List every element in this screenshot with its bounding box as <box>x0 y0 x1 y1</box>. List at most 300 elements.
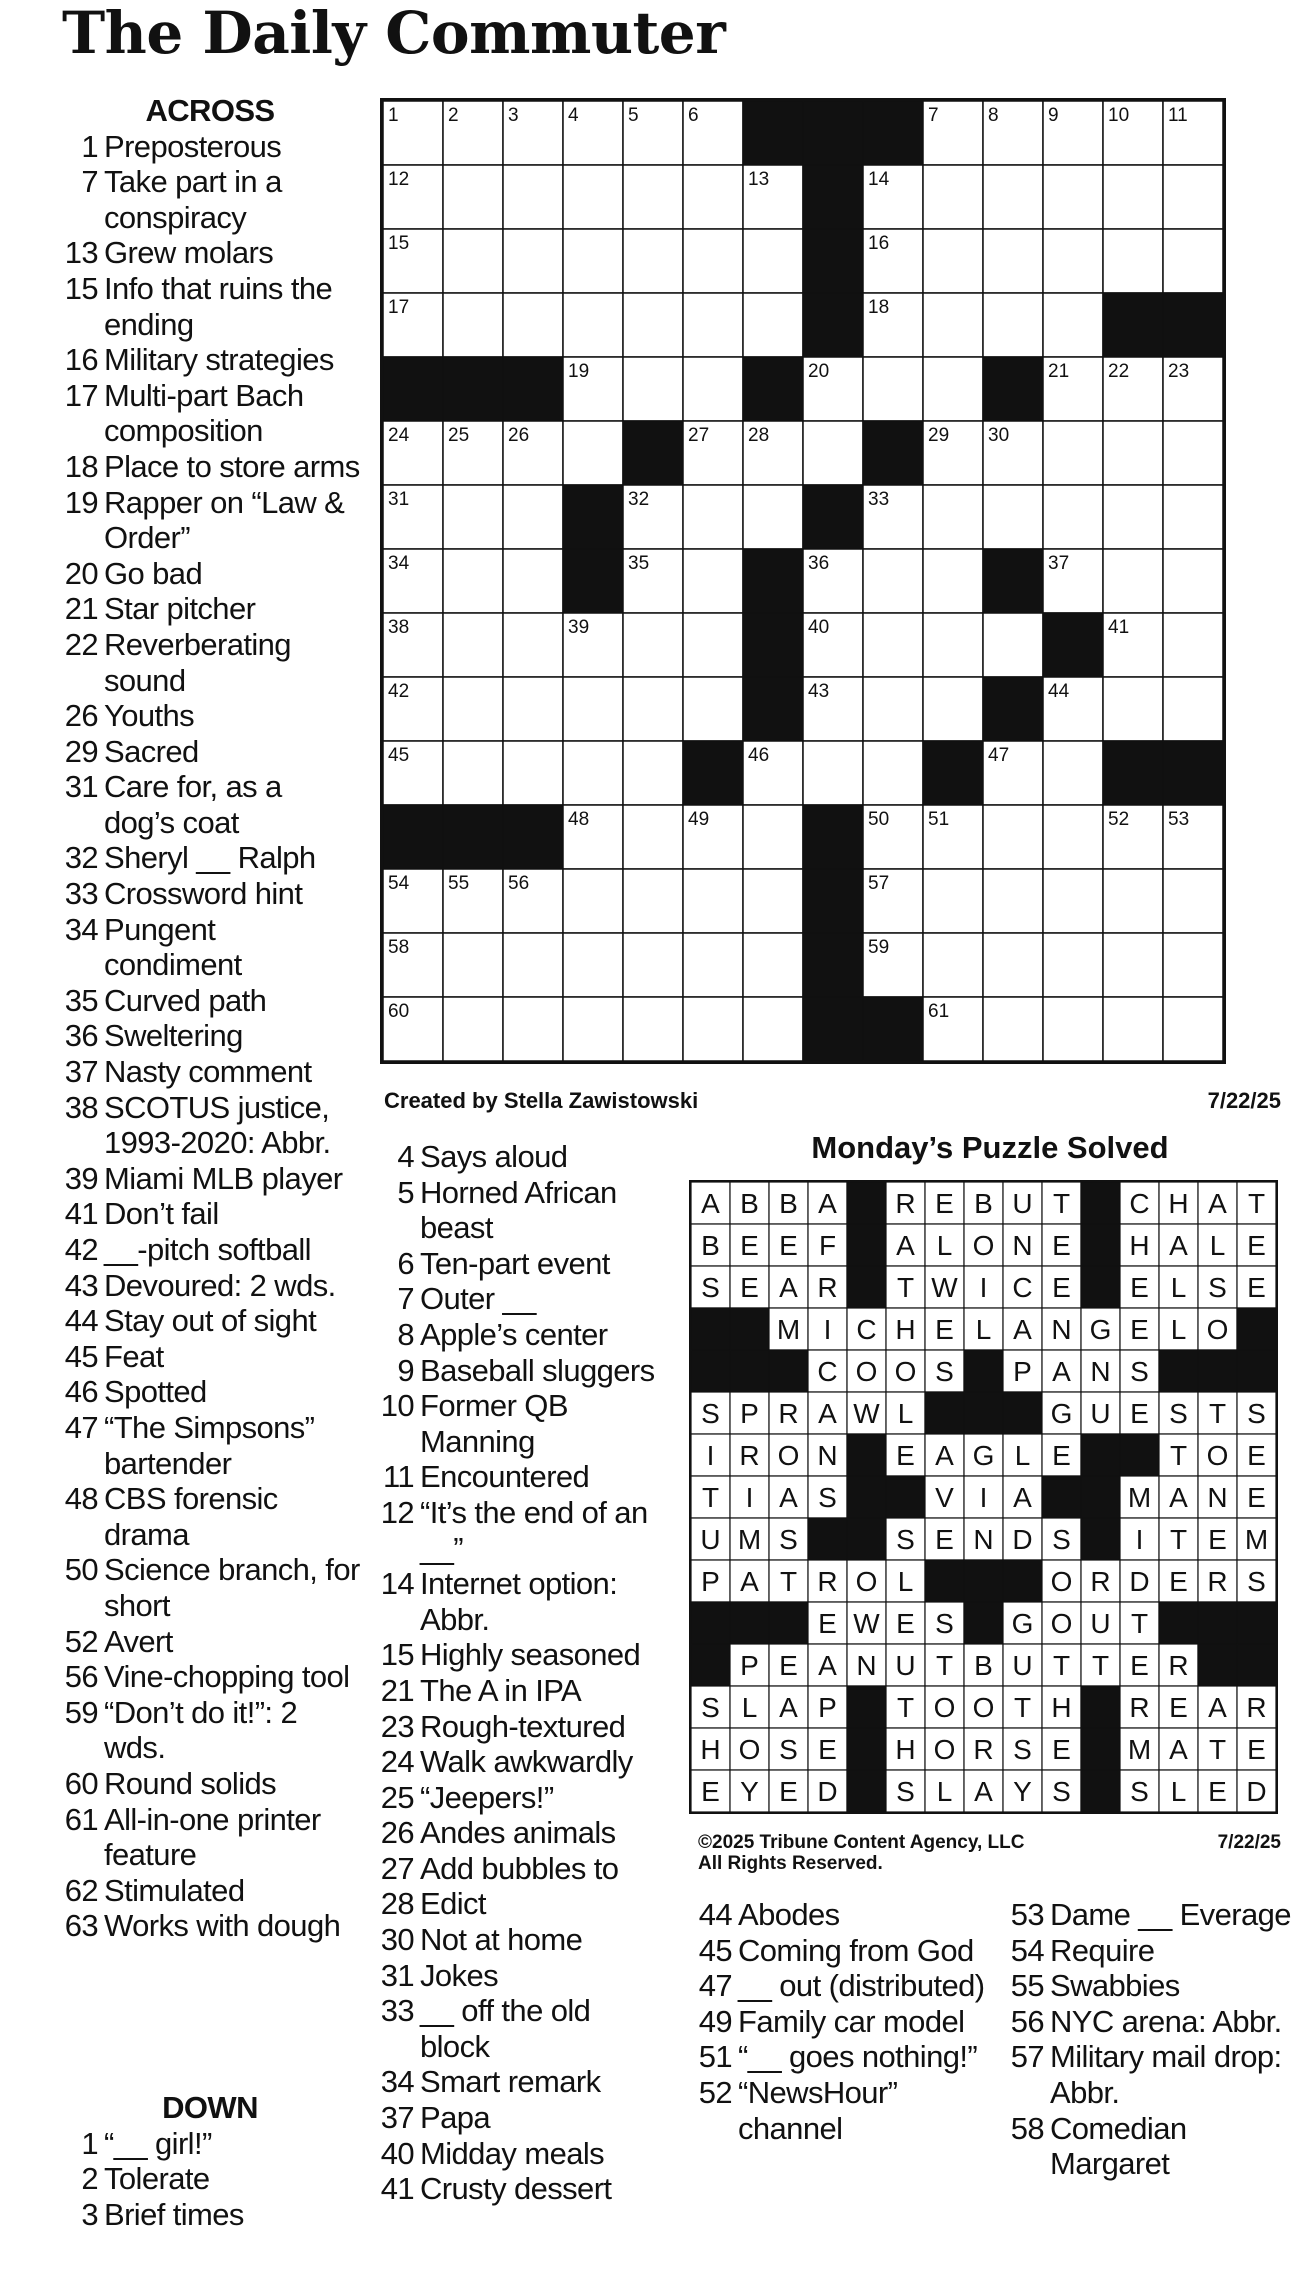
grid-cell[interactable] <box>623 293 683 357</box>
grid-cell[interactable] <box>503 741 563 805</box>
solution-black-square <box>1237 1644 1276 1686</box>
grid-cell[interactable] <box>623 933 683 997</box>
solution-black-square <box>1081 1224 1120 1266</box>
grid-cell[interactable] <box>683 677 743 741</box>
solution-black-square <box>691 1602 730 1644</box>
grid-cell[interactable] <box>623 613 683 677</box>
grid-cell[interactable] <box>743 229 803 293</box>
solution-black-square <box>1198 1602 1237 1644</box>
grid-cell[interactable] <box>443 741 503 805</box>
clue-item <box>60 698 360 734</box>
grid-cell[interactable] <box>1163 677 1223 741</box>
grid-cell[interactable] <box>563 869 623 933</box>
clue-text: “__ girl!” <box>104 2125 212 2161</box>
cell-number: 10 <box>1108 105 1130 126</box>
solution-letter: P <box>818 1692 837 1723</box>
clue-number: 11 <box>383 1459 414 1495</box>
clue-text: Crossword hint <box>104 876 303 912</box>
solution-letter: P <box>740 1650 759 1681</box>
clue-number: 4 <box>397 1139 414 1174</box>
black-square <box>623 421 683 485</box>
grid-cell[interactable] <box>983 229 1043 293</box>
grid-cell[interactable] <box>863 613 923 677</box>
solution-letter: G <box>1011 1608 1034 1639</box>
clue-item <box>370 1139 660 1175</box>
grid-cell[interactable] <box>503 933 563 997</box>
grid-cell[interactable] <box>1163 549 1223 613</box>
solution-letter: T <box>1052 1188 1071 1219</box>
clue-item <box>370 2064 660 2100</box>
clue-text: Works with dough <box>104 1908 341 1944</box>
cell-number: 29 <box>928 425 950 446</box>
black-square <box>923 741 983 805</box>
clue-item <box>688 1968 988 2004</box>
solution-letter: E <box>1247 1272 1266 1303</box>
clue-text: Abodes <box>738 1897 840 1932</box>
grid-cell[interactable] <box>683 869 743 933</box>
solution-letter: E <box>740 1230 759 1261</box>
grid-cell[interactable] <box>1103 229 1163 293</box>
clue-number: 1 <box>81 128 98 164</box>
clue-item <box>688 2075 988 2146</box>
grid-cell[interactable] <box>683 357 743 421</box>
clue-number: 13 <box>64 235 98 271</box>
cell-number: 49 <box>688 809 710 830</box>
solution-letter: O <box>972 1692 995 1723</box>
clue-text: SCOTUS justice, 1993-2020: Abbr. <box>104 1089 331 1161</box>
solution-black-square <box>730 1350 769 1392</box>
black-square <box>1163 293 1223 357</box>
clue-number: 45 <box>64 1338 98 1374</box>
grid-cell[interactable] <box>443 549 503 613</box>
grid-cell[interactable] <box>1043 997 1103 1061</box>
solution-letter: E <box>1247 1440 1266 1471</box>
solution-letter: T <box>701 1482 720 1513</box>
solution-letter: M <box>1244 1524 1269 1555</box>
solution-letter: E <box>818 1734 837 1765</box>
clue-item <box>60 342 360 378</box>
grid-cell[interactable] <box>683 485 743 549</box>
solution-letter: N <box>1090 1356 1111 1387</box>
solution-letter: N <box>1207 1482 1228 1513</box>
solution-letter: C <box>856 1314 877 1345</box>
clue-text: Sheryl __ Ralph <box>104 840 316 876</box>
grid-cell[interactable] <box>1163 869 1223 933</box>
clue-item <box>370 1317 660 1353</box>
grid-cell[interactable] <box>1043 421 1103 485</box>
clue-number: 31 <box>64 769 98 805</box>
solution-black-square <box>1042 1476 1081 1518</box>
solution-letter: E <box>896 1608 915 1639</box>
clue-item <box>60 1054 360 1090</box>
clue-number: 3 <box>81 2196 98 2232</box>
grid-cell[interactable] <box>983 933 1043 997</box>
clue-text: __ out (distributed) <box>738 1968 985 2004</box>
cell-number: 4 <box>568 105 579 126</box>
grid-cell[interactable] <box>623 869 683 933</box>
grid-cell[interactable] <box>563 165 623 229</box>
solution-black-square <box>1198 1350 1237 1392</box>
clue-number: 55 <box>1010 1968 1044 2004</box>
grid-cell[interactable] <box>983 997 1043 1061</box>
grid-cell[interactable] <box>1103 677 1163 741</box>
clue-item <box>60 449 360 485</box>
solution-letter: R <box>1129 1692 1150 1723</box>
grid-cell[interactable] <box>803 421 863 485</box>
cell-number: 16 <box>868 233 890 254</box>
solution-letter: O <box>933 1692 956 1723</box>
solution-letter: P <box>740 1398 759 1429</box>
clue-number: 37 <box>380 2100 414 2136</box>
clue-item <box>370 1246 660 1282</box>
black-square <box>743 357 803 421</box>
clue-number: 40 <box>380 2135 414 2171</box>
clue-text: Apple’s center <box>420 1316 608 1352</box>
cell-number: 27 <box>688 425 710 446</box>
grid-cell[interactable] <box>1043 869 1103 933</box>
grid-cell[interactable] <box>923 293 983 357</box>
grid-cell[interactable] <box>743 293 803 357</box>
solution-letter: T <box>779 1566 798 1597</box>
clue-item <box>370 1281 660 1317</box>
grid-cell[interactable] <box>503 229 563 293</box>
clue-item <box>60 556 360 592</box>
grid-cell[interactable] <box>1043 293 1103 357</box>
clue-item <box>370 2171 660 2207</box>
solution-letter: E <box>701 1776 720 1807</box>
grid-cell[interactable] <box>683 613 743 677</box>
clue-item <box>60 2161 360 2197</box>
grid-cell[interactable] <box>563 421 623 485</box>
grid-cell[interactable] <box>743 997 803 1061</box>
black-square <box>1103 741 1163 805</box>
cell-number: 23 <box>1168 361 1190 382</box>
clue-item <box>370 1673 660 1709</box>
grid-cell[interactable] <box>863 741 923 805</box>
solution-letter: S <box>935 1608 954 1639</box>
grid-cell[interactable] <box>1043 741 1103 805</box>
solution-black-square <box>769 1602 808 1644</box>
grid-cell[interactable] <box>1103 549 1163 613</box>
solution-letter: L <box>936 1776 953 1807</box>
solution-letter: G <box>1050 1398 1073 1429</box>
solution-letter: S <box>701 1398 720 1429</box>
clue-item <box>370 1459 660 1495</box>
grid-cell[interactable] <box>503 165 563 229</box>
solution-black-square <box>1081 1266 1120 1308</box>
grid-cell[interactable] <box>563 229 623 293</box>
clue-number: 44 <box>698 1897 732 1932</box>
clue-number: 49 <box>698 2003 732 2039</box>
solution-letter: E <box>1130 1398 1149 1429</box>
clue-text: The A in IPA <box>420 1672 582 1708</box>
cell-number: 1 <box>388 105 399 126</box>
solution-letter: T <box>1091 1650 1110 1681</box>
grid-cell[interactable] <box>443 933 503 997</box>
grid-cell[interactable] <box>863 549 923 613</box>
clue-item <box>370 1495 660 1566</box>
clue-number: 54 <box>1010 1932 1044 1968</box>
clue-text: Feat <box>104 1338 164 1374</box>
solution-letter: L <box>1170 1776 1187 1807</box>
cell-number: 15 <box>388 233 410 254</box>
solution-letter: S <box>1130 1356 1149 1387</box>
grid-cell[interactable] <box>1043 165 1103 229</box>
clue-text: Stay out of sight <box>104 1303 317 1339</box>
solution-black-square <box>808 1518 847 1560</box>
solution-black-square <box>1081 1182 1120 1224</box>
clue-number: 29 <box>64 733 98 769</box>
grid-cell[interactable] <box>863 677 923 741</box>
clue-text: Miami MLB player <box>104 1160 343 1196</box>
cell-number: 2 <box>448 105 459 126</box>
grid-cell[interactable] <box>1163 165 1223 229</box>
grid-cell[interactable] <box>1043 229 1103 293</box>
grid-cell[interactable] <box>623 997 683 1061</box>
solution-letter: S <box>701 1272 720 1303</box>
black-square <box>563 485 623 549</box>
grid-cell[interactable] <box>623 741 683 805</box>
grid-cell[interactable] <box>623 229 683 293</box>
solution-black-square <box>691 1308 730 1350</box>
clue-item <box>1000 2039 1299 2110</box>
grid-cell[interactable] <box>983 613 1043 677</box>
cell-number: 36 <box>808 553 830 574</box>
grid-cell[interactable] <box>443 229 503 293</box>
clue-text: Info that ruins the ending <box>104 270 333 342</box>
clue-number: 46 <box>64 1374 98 1410</box>
cell-number: 17 <box>388 297 410 318</box>
grid-cell[interactable] <box>1103 997 1163 1061</box>
grid-cell[interactable] <box>503 485 563 549</box>
clue-item <box>370 1353 660 1389</box>
clue-text: Comedian Margaret <box>1050 2110 1187 2182</box>
grid-cell[interactable] <box>743 805 803 869</box>
clue-text: Dame __ Everage <box>1050 1897 1291 1932</box>
grid-cell[interactable] <box>983 293 1043 357</box>
grid-cell[interactable] <box>803 741 863 805</box>
cell-number: 14 <box>868 169 890 190</box>
solution-letter: A <box>935 1440 954 1471</box>
grid-cell[interactable] <box>503 677 563 741</box>
grid-cell[interactable] <box>923 357 983 421</box>
solution-black-square <box>925 1392 964 1434</box>
solution-letter: E <box>1247 1482 1266 1513</box>
solution-letter: M <box>776 1314 801 1345</box>
solution-black-square <box>847 1518 886 1560</box>
grid-cell[interactable] <box>443 677 503 741</box>
grid-cell[interactable] <box>623 805 683 869</box>
solution-letter: S <box>701 1692 720 1723</box>
grid-cell[interactable] <box>1163 997 1223 1061</box>
solution-letter: S <box>779 1524 798 1555</box>
solution-letter: R <box>817 1272 838 1303</box>
grid-cell[interactable] <box>743 485 803 549</box>
solution-letter: B <box>779 1188 798 1219</box>
grid-cell[interactable] <box>1043 933 1103 997</box>
clue-item <box>370 1709 660 1745</box>
grid-cell[interactable] <box>1163 613 1223 677</box>
grid-cell[interactable] <box>923 229 983 293</box>
black-square <box>1163 741 1223 805</box>
grid-cell[interactable] <box>503 549 563 613</box>
grid-cell[interactable] <box>683 165 743 229</box>
grid-cell[interactable] <box>923 869 983 933</box>
grid-cell[interactable] <box>743 869 803 933</box>
black-square <box>803 229 863 293</box>
clue-text: Swabbies <box>1050 1968 1180 2004</box>
clue-item <box>1000 2111 1299 2182</box>
solution-letter: E <box>1247 1230 1266 1261</box>
grid-cell[interactable] <box>983 869 1043 933</box>
solution-letter: H <box>1168 1188 1189 1219</box>
solution-letter: O <box>777 1440 800 1471</box>
black-square <box>383 357 443 421</box>
grid-cell[interactable] <box>1163 485 1223 549</box>
grid-cell[interactable] <box>1163 933 1223 997</box>
clue-text: Star pitcher <box>104 591 256 627</box>
grid-cell[interactable] <box>983 805 1043 869</box>
clue-number: 63 <box>64 1908 98 1944</box>
black-square <box>803 869 863 933</box>
solution-letter: H <box>1051 1692 1072 1723</box>
clue-number: 21 <box>64 591 98 627</box>
grid-cell[interactable] <box>923 613 983 677</box>
grid-cell[interactable] <box>563 997 623 1061</box>
solution-black-square <box>964 1602 1003 1644</box>
clue-text: Round solids <box>104 1765 277 1801</box>
grid-cell[interactable] <box>563 677 623 741</box>
grid-cell[interactable] <box>683 997 743 1061</box>
grid-cell[interactable] <box>683 293 743 357</box>
cell-number: 26 <box>508 425 530 446</box>
grid-cell[interactable] <box>923 549 983 613</box>
clue-number: 5 <box>397 1174 414 1210</box>
clue-item <box>60 164 360 235</box>
solution-letter: G <box>1089 1314 1112 1345</box>
clue-item <box>60 1268 360 1304</box>
grid-cell[interactable] <box>443 485 503 549</box>
grid-cell[interactable] <box>983 485 1043 549</box>
clue-item <box>370 1958 660 1994</box>
clue-number: 24 <box>380 1744 414 1780</box>
solution-letter: L <box>1209 1230 1226 1261</box>
grid-cell[interactable] <box>923 165 983 229</box>
grid-cell[interactable] <box>1103 933 1163 997</box>
clue-number: 37 <box>64 1054 98 1090</box>
grid-cell[interactable] <box>443 165 503 229</box>
grid-cell[interactable] <box>563 293 623 357</box>
clue-text: “Don’t do it!”: 2 wds. <box>104 1694 298 1766</box>
black-square <box>683 741 743 805</box>
grid-cell[interactable] <box>863 357 923 421</box>
grid-cell[interactable] <box>443 997 503 1061</box>
grid-cell[interactable] <box>623 357 683 421</box>
grid-cell[interactable] <box>563 933 623 997</box>
grid-cell[interactable] <box>623 165 683 229</box>
grid-cell[interactable] <box>1163 421 1223 485</box>
grid-cell[interactable] <box>443 613 503 677</box>
grid-cell[interactable] <box>1103 869 1163 933</box>
clue-text: Vine-chopping tool <box>104 1659 350 1695</box>
grid-cell[interactable] <box>683 229 743 293</box>
clue-text: Nasty comment <box>104 1054 312 1090</box>
grid-cell[interactable] <box>503 997 563 1061</box>
cell-number: 21 <box>1048 361 1070 382</box>
grid-cell[interactable] <box>743 933 803 997</box>
solution-letter: H <box>895 1734 916 1765</box>
solution-letter: I <box>1135 1524 1144 1555</box>
grid-cell[interactable] <box>503 613 563 677</box>
solution-letter: F <box>818 1230 837 1261</box>
solution-letter: R <box>739 1440 760 1471</box>
grid-cell[interactable] <box>1103 485 1163 549</box>
clue-item <box>370 1744 660 1780</box>
clue-text: Place to store arms <box>104 448 360 484</box>
grid-cell[interactable] <box>1103 165 1163 229</box>
clue-item <box>60 734 360 770</box>
solution-letter: Y <box>1013 1776 1032 1807</box>
grid-cell[interactable] <box>683 933 743 997</box>
solution-black-square <box>847 1266 886 1308</box>
clue-text: All-in-one printer feature <box>104 1801 321 1873</box>
solution-letter: N <box>1051 1314 1072 1345</box>
grid-cell[interactable] <box>1103 421 1163 485</box>
clue-item <box>60 1018 360 1054</box>
grid-cell[interactable] <box>623 677 683 741</box>
cell-number: 47 <box>988 745 1010 766</box>
clue-item <box>370 1175 660 1246</box>
solution-letter: U <box>895 1650 916 1681</box>
solution-letter: T <box>1013 1692 1032 1723</box>
solution-letter: O <box>894 1356 917 1387</box>
grid-cell[interactable] <box>563 741 623 805</box>
solution-letter: E <box>779 1230 798 1261</box>
clue-number: 20 <box>64 555 98 591</box>
cell-number: 12 <box>388 169 410 190</box>
clue-item <box>688 1933 988 1969</box>
grid-cell[interactable] <box>683 549 743 613</box>
clue-number: 25 <box>380 1779 414 1815</box>
cell-number: 3 <box>508 105 519 126</box>
grid-cell[interactable] <box>923 485 983 549</box>
clue-item <box>370 2136 660 2172</box>
solution-letter: T <box>896 1692 915 1723</box>
grid-cell[interactable] <box>503 293 563 357</box>
clue-item <box>60 1090 360 1161</box>
clue-text: Smart remark <box>420 2064 601 2100</box>
solution-letter: E <box>935 1188 954 1219</box>
solution-letter: D <box>1129 1566 1150 1597</box>
across-clues <box>60 93 360 1944</box>
grid-cell[interactable] <box>443 293 503 357</box>
solution-letter: C <box>1012 1272 1033 1303</box>
clue-item <box>60 1161 360 1197</box>
solution-letter: A <box>896 1230 915 1261</box>
grid-cell[interactable] <box>1043 485 1103 549</box>
clue-item <box>60 1908 360 1944</box>
grid-cell[interactable] <box>1043 805 1103 869</box>
clue-number: 6 <box>397 1245 414 1281</box>
grid-cell[interactable] <box>923 677 983 741</box>
grid-cell[interactable] <box>983 165 1043 229</box>
solution-letter: E <box>1247 1734 1266 1765</box>
clue-item <box>370 1566 660 1637</box>
clue-text: “The Simpsons” bartender <box>104 1409 315 1481</box>
grid-cell[interactable] <box>1163 229 1223 293</box>
solution-letter: S <box>1247 1566 1266 1597</box>
grid-cell[interactable] <box>923 933 983 997</box>
